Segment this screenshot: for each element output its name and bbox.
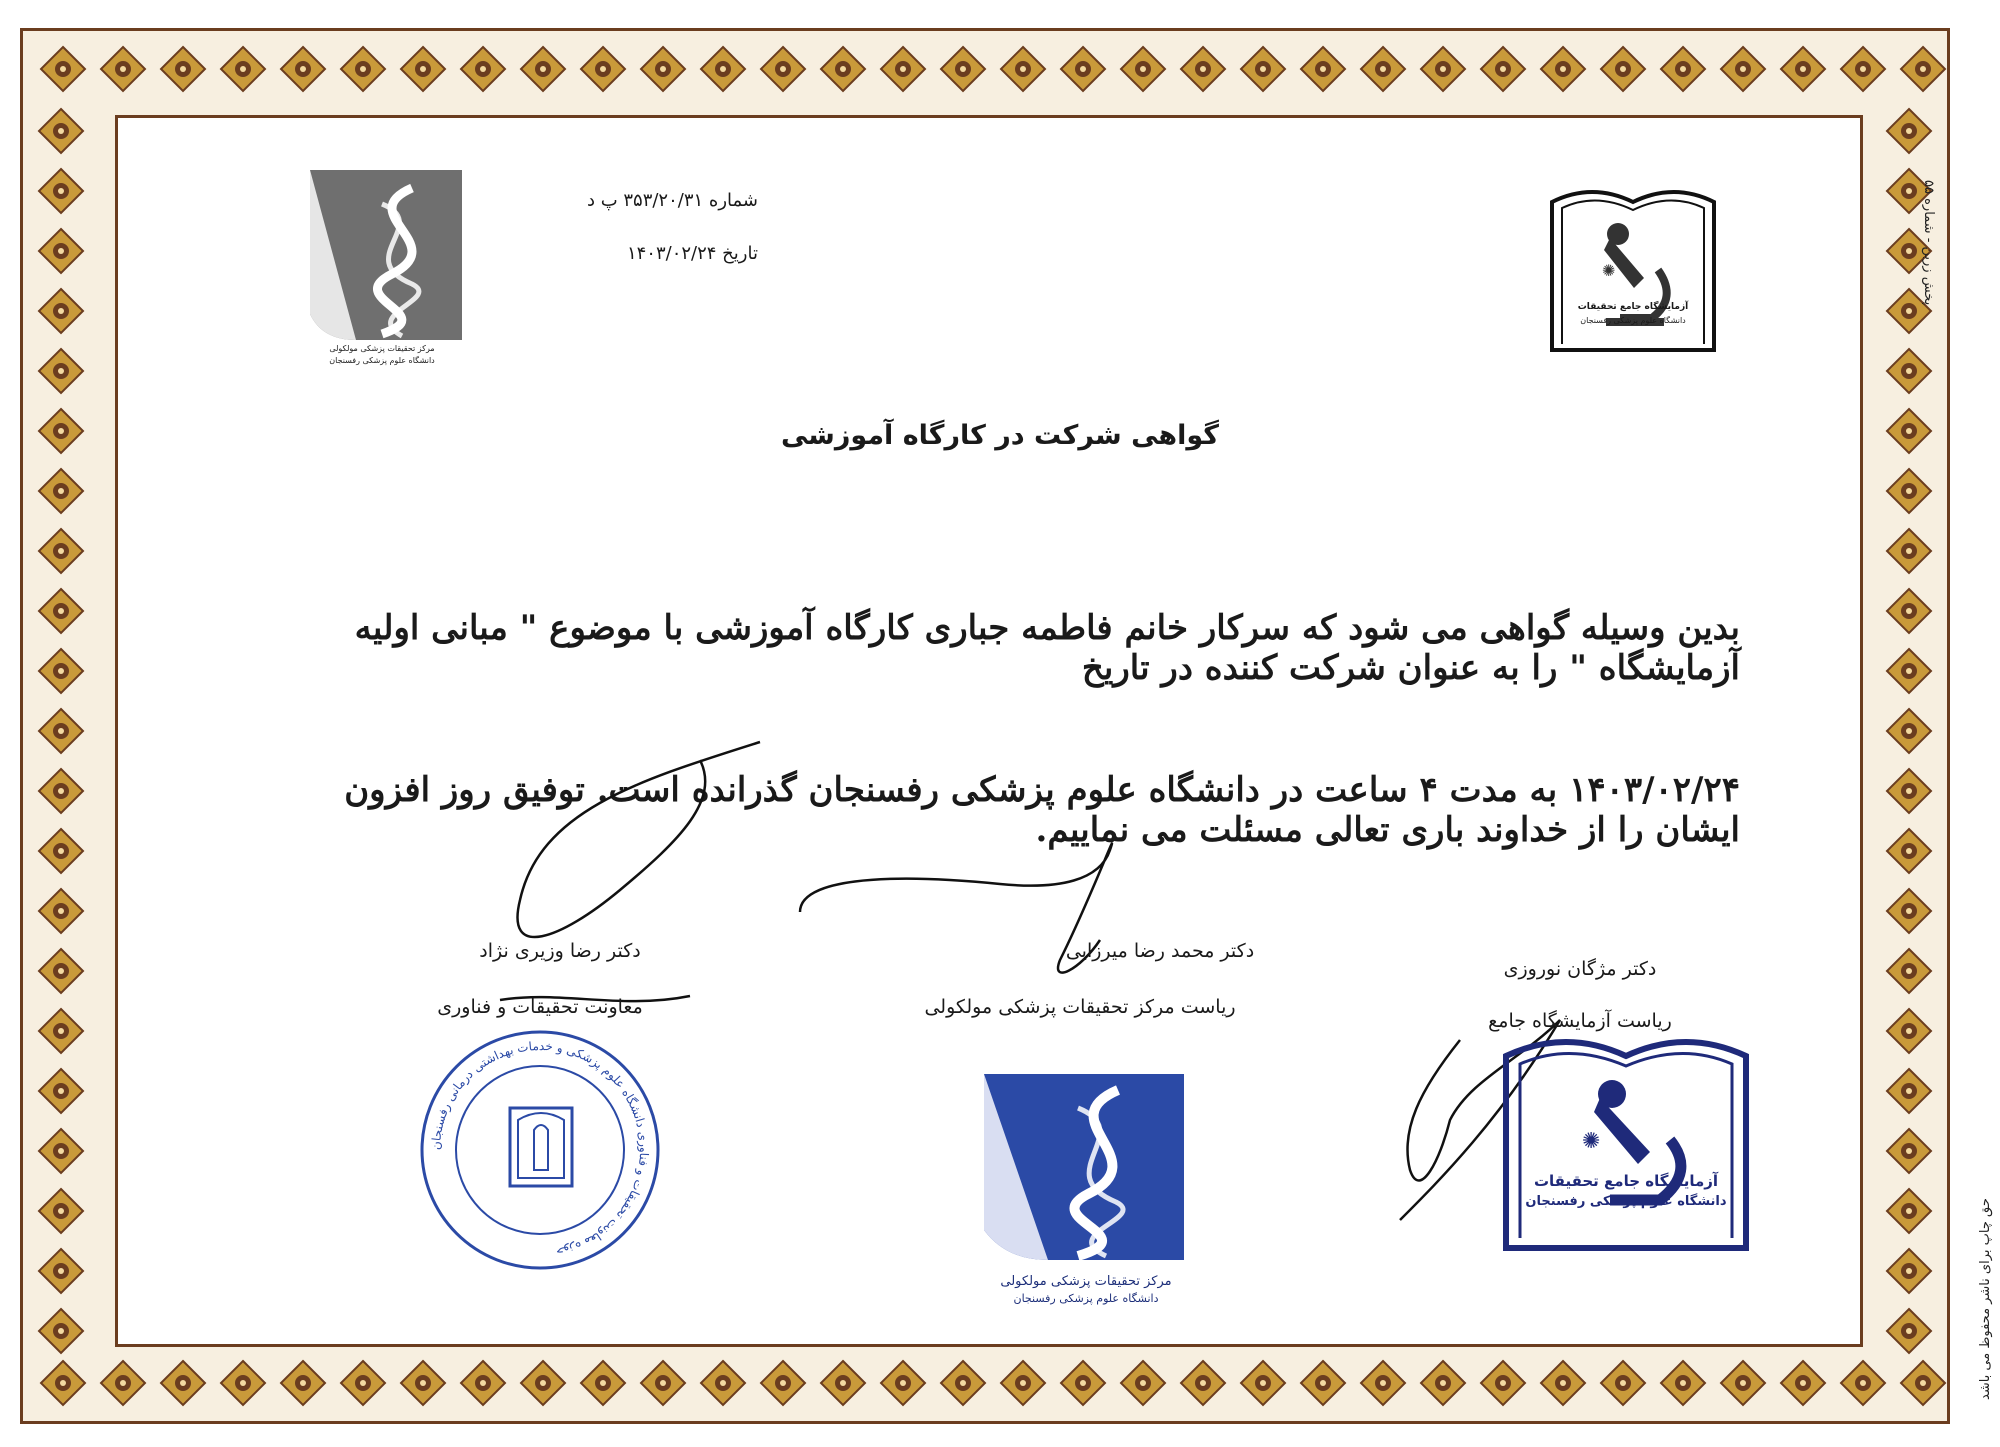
signatory-role: معاونت تحقیقات و فناوری xyxy=(437,996,643,1018)
certificate-body-line: ۱۴۰۳/۰۲/۲۴ به مدت ۴ ساعت در دانشگاه علوم پزشکی رفسنجان گذرانده است. توفیق روز افزون ایشان را از خداوند باری تعالی مسئلت می نماییم. xyxy=(344,770,1740,850)
publisher-note-top: پخش زرین - شماره ۵۵ xyxy=(1921,180,1936,306)
logo-caption: دانشگاه علوم پزشکی رفسنجان xyxy=(1580,316,1686,325)
stamp-caption: مرکز تحقیقات پزشکی مولکولی xyxy=(1000,1274,1172,1289)
stamp-caption: آزمایشگاه جامع تحقیقات xyxy=(1533,1172,1719,1190)
reference-number: شماره ۳۵۳/۲۰/۳۱ پ د xyxy=(586,190,758,211)
copyright-note: حق چاپ برای ناشر محفوظ می باشد xyxy=(1978,1198,1993,1400)
svg-text:✺: ✺ xyxy=(1602,261,1616,280)
logo-caption: دانشگاه علوم پزشکی رفسنجان xyxy=(329,356,435,365)
signatory-role: ریاست مرکز تحقیقات پزشکی مولکولی xyxy=(924,996,1236,1018)
svg-text:✺: ✺ xyxy=(1582,1129,1601,1154)
certificate-title: گواهی شرکت در کارگاه آموزشی xyxy=(780,420,1220,451)
signatory-name: دکتر رضا وزیری نژاد xyxy=(479,940,641,962)
stamp-caption: دانشگاه علوم پزشکی رفسنجان xyxy=(1013,1292,1159,1305)
signatory-name: دکتر محمد رضا میرزایی xyxy=(1065,940,1255,962)
logo-caption: مرکز تحقیقات پزشکی مولکولی xyxy=(329,344,435,353)
central-lab-stamp xyxy=(1500,1022,1752,1252)
svg-text:حوزه معاونت تحقیقات و فناوری د xyxy=(429,1039,651,1260)
research-deputy-stamp xyxy=(410,1020,670,1280)
certificate-body-line: بدین وسیله گواهی می شود که سرکار خانم فاطمه جباری کارگاه آموزشی با موضوع " مبانی اولیه آزمایشگاه " را به عنوان شرکت کننده در تاریخ xyxy=(354,608,1740,688)
issue-date: تاریخ ۱۴۰۳/۰۲/۲۴ xyxy=(626,243,758,264)
signatory-role: ریاست آزمایشگاه جامع xyxy=(1488,1010,1672,1032)
signatory-name: دکتر مژگان نوروزی xyxy=(1503,958,1657,980)
stamp-ring-text: حوزه معاونت تحقیقات و فناوری دانشگاه علوم پزشکی و خدمات بهداشتی درمانی رفسنجان xyxy=(428,1038,652,1260)
stamp-caption: دانشگاه علوم پزشکی رفسنجان xyxy=(1525,1194,1727,1209)
molecular-research-stamp xyxy=(978,1070,1194,1320)
logo-caption: آزمایشگاه جامع تحقیقات xyxy=(1577,302,1689,312)
